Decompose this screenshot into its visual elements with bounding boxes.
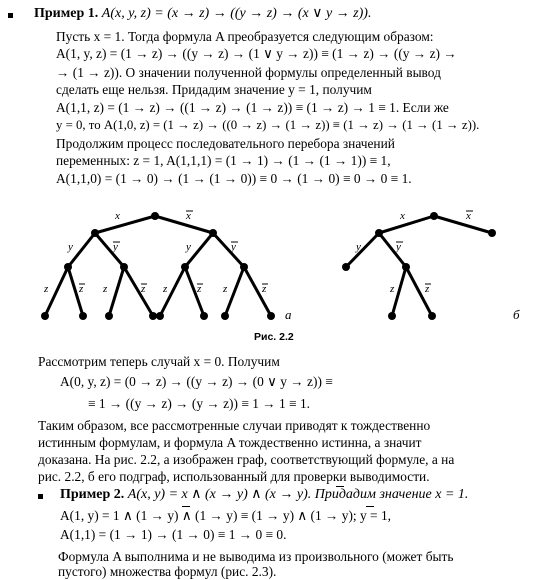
overline <box>366 506 374 507</box>
formula-line: A(0, y, z) = (0 → z) → ((y → z) → (0 ∨ y → z)) ≡ <box>60 374 333 389</box>
figure-2-2 <box>0 200 555 350</box>
figure-label-b: б <box>513 307 520 322</box>
edge-label-y: y <box>186 241 191 253</box>
formula-line: A(1, y, z) = (1 → z) → ((y → z) → (1 ∨ y → z)) ≡ (1 → z) → ((y → z) → <box>56 46 457 61</box>
graph-b-edges <box>346 216 492 316</box>
overline <box>336 486 344 487</box>
edge-label-ybar: y <box>113 241 118 253</box>
text-line: доказана. На рис. 2.2, а изображен граф, соответствующий формуле, а на <box>38 452 455 467</box>
edge-label-ybar: y <box>396 241 401 253</box>
edge-label-zbar: z <box>79 283 84 295</box>
text-line: Таким образом, все рассмотренные случаи приводят к тождественно <box>38 418 431 433</box>
formula-line: A(1, y) = 1 ∧ (1 → y) ∧ (1 → y) ≡ (1 → y) ∧ (1 → y); y = 1, <box>60 508 391 523</box>
bullet-marker <box>8 13 13 18</box>
edge-label-zbar: z <box>425 283 430 295</box>
text-line: рис. 2.2, б его подграф, использованный для проверки выводимости. <box>38 469 430 484</box>
edge-label-y: y <box>356 241 361 253</box>
formula-line: A(1,1, z) = (1 → z) → ((1 → z) → (1 → z)) ≡ (1 → z) → 1 ≡ 1. Если же <box>56 100 449 115</box>
graph-a-edges <box>45 216 271 316</box>
edge-label-z: z <box>223 283 228 295</box>
formula-line: A(1,1) = (1 → 1) → (1 → 0) ≡ 1 → 0 ≡ 0. <box>60 527 287 542</box>
graph-a-nodes <box>41 212 275 320</box>
text-line: истинным формулам, и формула A тождественно истинна, а значит <box>38 435 422 450</box>
example1-heading <box>34 5 371 22</box>
edge-label-zbar: z <box>197 283 202 295</box>
formula-line: y = 0, то A(1,0, z) = (1 → z) → ((0 → z) → (1 → z)) ≡ (1 → z) → (1 → (1 → z)). <box>56 118 480 132</box>
overline <box>182 506 190 507</box>
formula-line: A(1,1,0) = (1 → 0) → (1 → (1 → 0)) ≡ 0 → (1 → 0) ≡ 0 → 0 ≡ 1. <box>56 171 412 186</box>
formula-line: переменных: z = 1, A(1,1,1) = (1 → 1) → (1 → (1 → 1)) ≡ 1, <box>56 153 391 168</box>
text-line: Пусть x = 1. Тогда формула A преобразуется следующим образом: <box>56 29 434 44</box>
formula-line: → (1 → z)). О значении полученной формулы определенный вывод <box>56 65 441 80</box>
edge-label-ybar: y <box>231 241 236 253</box>
text-line: Рассмотрим теперь случай x = 0. Получим <box>38 354 280 369</box>
edge-label-z: z <box>390 283 395 295</box>
edge-label-xbar: x <box>186 210 191 222</box>
edge-label-y: y <box>68 241 73 253</box>
example1-formula: A(x, y, z) = (x → z) → ((y → z) → (x ∨ y → z)). <box>101 6 372 21</box>
formula-line: ≡ 1 → ((y → z) → (y → z)) ≡ 1 → 1 ≡ 1. <box>88 396 310 411</box>
bullet-marker <box>38 494 43 499</box>
example2-heading <box>60 486 468 503</box>
edge-label-zbar: z <box>141 283 146 295</box>
edge-label-zbar: z <box>262 283 267 295</box>
edge-label-z: z <box>163 283 168 295</box>
edge-label-x: x <box>115 210 120 222</box>
text-line: пустого) множества формул (рис. 2.3). <box>58 564 277 579</box>
edge-label-x: x <box>400 210 405 222</box>
edge-label-z: z <box>103 283 108 295</box>
figure-label-a: а <box>285 307 292 322</box>
example2-formula: A(x, y) = x ∧ (x → y) ∧ (x → y). Придадим значение x = 1. <box>127 487 469 502</box>
example1-label: Пример 1. <box>34 6 99 21</box>
example2-label: Пример 2. <box>60 487 125 502</box>
edge-label-z: z <box>44 283 49 295</box>
text-line: сделать еще нельзя. Придадим значение y = 1, получим <box>56 82 372 97</box>
figure-caption: Рис. 2.2 <box>254 331 294 343</box>
text-line: Формула A выполнима и не выводима из произвольного (может быть <box>58 549 454 564</box>
text-line: Продолжим процесс последовательного перебора значений <box>56 136 395 151</box>
edge-label-xbar: x <box>466 210 471 222</box>
